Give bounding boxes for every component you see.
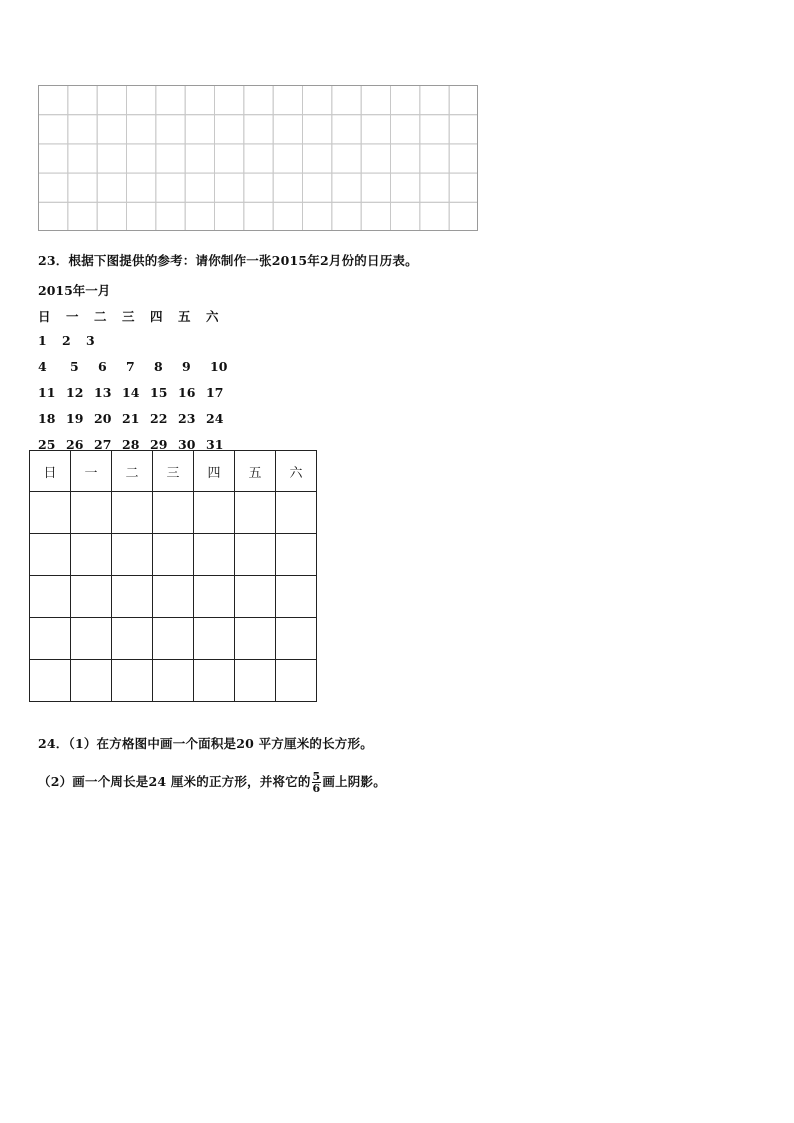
question-24-part2-text-before: （2）画一个周长是24 厘米的正方形，并将它的	[38, 774, 311, 789]
grid-cell	[185, 144, 214, 173]
reference-date: 10	[210, 359, 228, 374]
calendar-blank-cell[interactable]	[194, 660, 235, 702]
reference-date: 8	[154, 359, 163, 374]
grid-cell	[273, 115, 302, 144]
question-24-part2	[38, 771, 386, 794]
calendar-header-cell: 四	[194, 451, 235, 492]
calendar-blank-cell[interactable]	[112, 618, 153, 660]
reference-date: 14	[122, 385, 140, 400]
grid-cell	[39, 144, 68, 173]
grid-cell	[185, 202, 214, 231]
calendar-blank-cell[interactable]	[276, 492, 317, 534]
grid-cell	[215, 115, 244, 144]
reference-date: 16	[178, 385, 196, 400]
calendar-blank-cell[interactable]	[112, 534, 153, 576]
grid-cell	[332, 202, 361, 231]
grid-cell	[39, 115, 68, 144]
calendar-blank-cell[interactable]	[153, 492, 194, 534]
calendar-header-row	[30, 451, 317, 492]
grid-cell	[127, 115, 156, 144]
calendar-blank-cell[interactable]	[194, 618, 235, 660]
grid-cell	[273, 173, 302, 202]
reference-date: 30	[178, 437, 196, 452]
reference-date: 6	[98, 359, 107, 374]
reference-weekday-header: 五	[178, 309, 191, 324]
reference-date: 22	[150, 411, 168, 426]
calendar-blank-cell[interactable]	[194, 576, 235, 618]
grid-cell	[156, 115, 185, 144]
reference-date: 31	[206, 437, 224, 452]
grid-cell	[39, 173, 68, 202]
reference-date: 19	[66, 411, 84, 426]
grid-cell	[391, 173, 420, 202]
reference-date: 25	[38, 437, 56, 452]
calendar-blank-cell[interactable]	[30, 576, 71, 618]
grid-cell	[361, 202, 390, 231]
grid-frame	[39, 86, 478, 231]
grid-cell	[420, 144, 449, 173]
reference-date: 27	[94, 437, 112, 452]
grid-cell	[185, 86, 214, 115]
reference-date: 4	[38, 359, 47, 374]
grid-cell	[332, 115, 361, 144]
grid-cell	[244, 115, 273, 144]
reference-date: 29	[150, 437, 168, 452]
reference-date: 13	[94, 385, 112, 400]
grid-cell	[449, 173, 478, 202]
grid-cell	[420, 86, 449, 115]
fraction-numerator: 5	[312, 770, 321, 783]
grid-cell	[420, 173, 449, 202]
grid-cell	[273, 202, 302, 231]
blank-calendar-table	[29, 450, 317, 702]
calendar-blank-cell[interactable]	[112, 492, 153, 534]
calendar-blank-cell[interactable]	[153, 576, 194, 618]
grid-cell	[332, 144, 361, 173]
grid-cell	[156, 173, 185, 202]
square-grid	[38, 85, 478, 231]
grid-cell	[449, 86, 478, 115]
grid-cell	[156, 202, 185, 231]
calendar-blank-cell[interactable]	[276, 534, 317, 576]
grid-cell	[244, 202, 273, 231]
fraction-five-sixths	[312, 771, 322, 794]
calendar-blank-cell[interactable]	[235, 618, 276, 660]
grid-cell	[127, 86, 156, 115]
reference-date: 24	[206, 411, 224, 426]
grid-cell	[68, 86, 97, 115]
reference-weekday-header: 三	[122, 309, 135, 324]
calendar-header-cell: 五	[235, 451, 276, 492]
grid-cell	[391, 202, 420, 231]
grid-cell	[68, 115, 97, 144]
calendar-blank-cell[interactable]	[112, 576, 153, 618]
reference-weekday-header: 一	[66, 309, 79, 324]
reference-date: 26	[66, 437, 84, 452]
calendar-blank-cell[interactable]	[30, 618, 71, 660]
calendar-header-cell: 二	[112, 451, 153, 492]
grid-cell	[39, 86, 68, 115]
reference-weekday-header: 日	[38, 309, 51, 324]
calendar-header-cell: 三	[153, 451, 194, 492]
grid-cell	[185, 173, 214, 202]
grid-cell	[97, 144, 126, 173]
grid-cell	[156, 86, 185, 115]
grid-cell	[97, 115, 126, 144]
reference-date: 20	[94, 411, 112, 426]
grid-cell	[303, 144, 332, 173]
grid-cell	[215, 144, 244, 173]
calendar-blank-cell[interactable]	[194, 492, 235, 534]
calendar-blank-cell[interactable]	[235, 576, 276, 618]
grid-cell	[420, 115, 449, 144]
reference-date: 21	[122, 411, 140, 426]
grid-cell	[68, 173, 97, 202]
grid-cell	[127, 144, 156, 173]
grid-cell	[391, 144, 420, 173]
grid-cell	[303, 86, 332, 115]
reference-weekday-header: 六	[206, 309, 219, 324]
grid-cell	[215, 202, 244, 231]
calendar-blank-cell[interactable]	[276, 660, 317, 702]
calendar-blank-cell[interactable]	[153, 660, 194, 702]
grid-cell	[68, 144, 97, 173]
reference-date: 15	[150, 385, 168, 400]
calendar-blank-cell[interactable]	[276, 618, 317, 660]
grid-cell	[215, 86, 244, 115]
grid-cell	[303, 202, 332, 231]
grid-cell	[244, 173, 273, 202]
grid-cell	[127, 173, 156, 202]
question-24-part2-text-after: 画上阴影。	[322, 774, 386, 789]
grid-cell	[449, 144, 478, 173]
reference-date: 28	[122, 437, 140, 452]
calendar-blank-cell[interactable]	[235, 660, 276, 702]
reference-weekday-header: 二	[94, 309, 107, 324]
calendar-blank-cell[interactable]	[30, 492, 71, 534]
reference-date: 17	[206, 385, 224, 400]
calendar-week-row	[30, 534, 317, 576]
grid-cell	[156, 144, 185, 173]
calendar-blank-cell[interactable]	[235, 534, 276, 576]
grid-cell	[97, 86, 126, 115]
reference-date: 1	[38, 333, 47, 348]
grid-cell	[215, 173, 244, 202]
calendar-blank-cell[interactable]	[30, 660, 71, 702]
calendar-header-cell: 六	[276, 451, 317, 492]
reference-date: 11	[38, 385, 56, 400]
calendar-blank-cell[interactable]	[71, 492, 112, 534]
reference-date: 18	[38, 411, 56, 426]
grid-cell	[97, 173, 126, 202]
grid-cell	[244, 144, 273, 173]
grid-cell	[273, 86, 302, 115]
question-23-title: 23．根据下图提供的参考：请你制作一张2015年2月份的日历表。	[38, 253, 418, 268]
calendar-header-cell: 日	[30, 451, 71, 492]
calendar-blank-cell[interactable]	[71, 534, 112, 576]
reference-date: 5	[70, 359, 79, 374]
reference-weekday-header: 四	[150, 309, 163, 324]
grid-cell	[39, 202, 68, 231]
grid-cell	[391, 86, 420, 115]
grid-cell	[420, 202, 449, 231]
calendar-week-row	[30, 492, 317, 534]
calendar-blank-cell[interactable]	[71, 618, 112, 660]
calendar-header-cell: 一	[71, 451, 112, 492]
calendar-blank-cell[interactable]	[112, 660, 153, 702]
calendar-blank-cell[interactable]	[30, 534, 71, 576]
grid-cell	[361, 86, 390, 115]
calendar-week-row	[30, 576, 317, 618]
reference-date: 7	[126, 359, 135, 374]
grid-cell	[273, 144, 302, 173]
grid-cell	[244, 86, 273, 115]
grid-cell	[332, 173, 361, 202]
question-24-part1: 24．（1）在方格图中画一个面积是20 平方厘米的长方形。	[38, 736, 373, 751]
reference-date: 23	[178, 411, 196, 426]
grid-cell	[332, 86, 361, 115]
grid-cell	[361, 115, 390, 144]
calendar-blank-cell[interactable]	[276, 576, 317, 618]
reference-date: 3	[86, 333, 95, 348]
calendar-blank-cell[interactable]	[71, 660, 112, 702]
calendar-blank-cell[interactable]	[235, 492, 276, 534]
calendar-blank-cell[interactable]	[194, 534, 235, 576]
reference-calendar-title: 2015年一月	[38, 283, 111, 298]
calendar-blank-cell[interactable]	[153, 618, 194, 660]
grid-cell	[449, 115, 478, 144]
grid-cell	[303, 173, 332, 202]
grid-cell	[391, 115, 420, 144]
grid-cell	[185, 115, 214, 144]
reference-date: 12	[66, 385, 84, 400]
reference-date: 2	[62, 333, 71, 348]
grid-cell	[361, 173, 390, 202]
reference-date: 9	[182, 359, 191, 374]
grid-cell	[361, 144, 390, 173]
grid-cell	[97, 202, 126, 231]
fraction-denominator: 6	[312, 782, 321, 795]
calendar-blank-cell[interactable]	[153, 534, 194, 576]
calendar-week-row	[30, 618, 317, 660]
grid-cell	[303, 115, 332, 144]
grid-cell	[449, 202, 478, 231]
calendar-week-row	[30, 660, 317, 702]
grid-cell	[68, 202, 97, 231]
grid-cell	[127, 202, 156, 231]
calendar-blank-cell[interactable]	[71, 576, 112, 618]
